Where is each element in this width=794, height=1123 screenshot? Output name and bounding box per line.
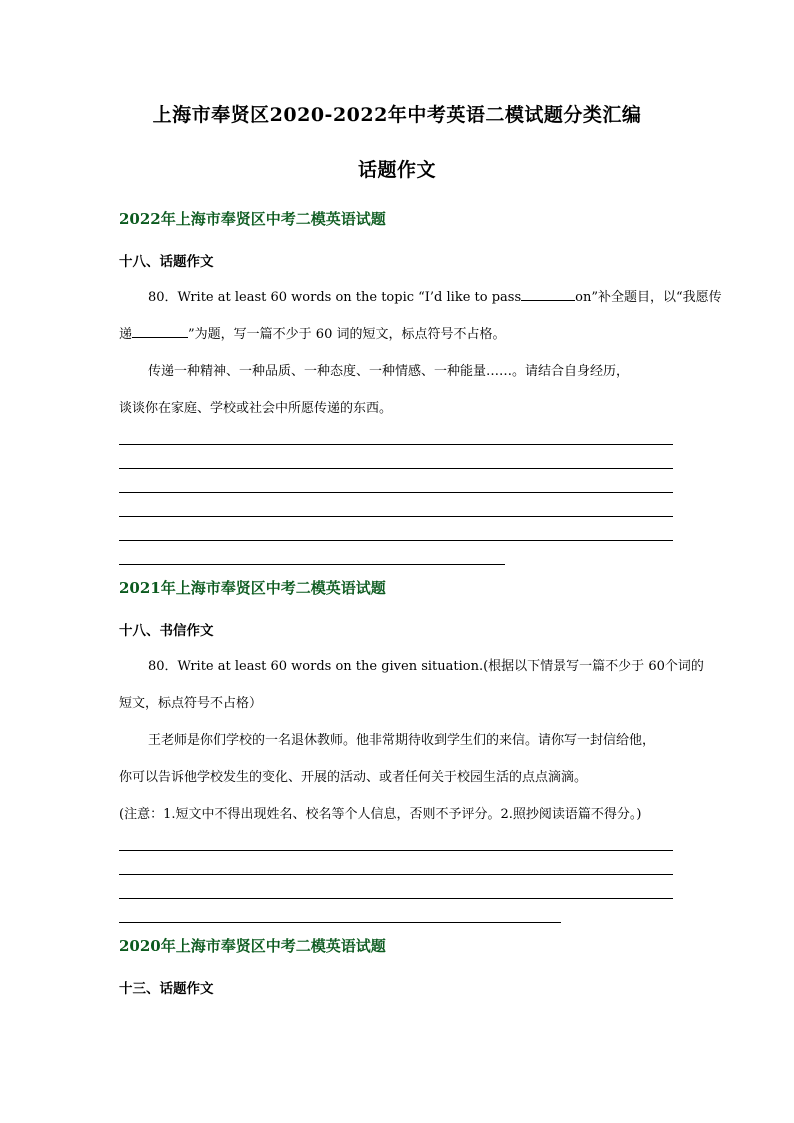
question-label-2020: 十三、话题作文 <box>119 981 214 997</box>
question-label-2021: 十八、书信作文 <box>119 623 214 639</box>
prompt-line-2021-2: 短文，标点符号不占格） <box>119 696 263 711</box>
writing-line <box>119 516 673 517</box>
writing-line <box>119 564 505 565</box>
section-heading-2020: 2020年上海市奉贤区中考二模英语试题 <box>119 937 386 955</box>
writing-line <box>119 540 673 541</box>
prompt-text: 递 <box>119 327 133 342</box>
question-label-2022: 十八、话题作文 <box>119 254 214 270</box>
prompt-text: 80．Write at least 60 words on the topic “I’d like to pass <box>148 290 522 305</box>
prompt-text: on”补全题目，以“我愿传 <box>575 290 722 305</box>
prompt-note-2021: (注意：1.短文中不得出现姓名、校名等个人信息，否则不予评分。2.照抄阅读语篇不得分。) <box>119 807 642 822</box>
prompt-line-2022-1 <box>148 286 722 305</box>
section-heading-2021: 2021年上海市奉贤区中考二模英语试题 <box>119 579 386 597</box>
prompt-line-2022-3: 传递一种精神、一种品质、一种态度、一种情感、一种能量……。请结合自身经历， <box>148 364 630 379</box>
prompt-line-2021-3: 王老师是你们学校的一名退休教师。他非常期待收到学生们的来信。请你写一封信给他， <box>148 733 656 748</box>
prompt-line-2021-1: 80．Write at least 60 words on the given situation.(根据以下情景写一篇不少于 60个词的 <box>148 659 704 674</box>
answer-blank <box>132 325 188 338</box>
writing-line <box>119 874 673 875</box>
prompt-line-2022-4: 谈谈你在家庭、学校或社会中所愿传递的东西。 <box>119 401 393 416</box>
document-title: 上海市奉贤区2020-2022年中考英语二模试题分类汇编 <box>152 104 642 126</box>
writing-line <box>119 850 673 851</box>
writing-line <box>119 898 673 899</box>
writing-line <box>119 492 673 493</box>
section-heading-2022: 2022年上海市奉贤区中考二模英语试题 <box>119 210 386 228</box>
writing-line <box>119 444 673 445</box>
prompt-line-2021-4: 你可以告诉他学校发生的变化、开展的活动、或者任何关于校园生活的点点滴滴。 <box>119 770 588 785</box>
writing-line <box>119 922 561 923</box>
prompt-text: ”为题，写一篇不少于 60 词的短文，标点符号不占格。 <box>188 327 506 342</box>
answer-blank <box>521 288 575 301</box>
document-subtitle: 话题作文 <box>357 159 436 181</box>
prompt-line-2022-2 <box>119 323 505 342</box>
writing-line <box>119 468 673 469</box>
